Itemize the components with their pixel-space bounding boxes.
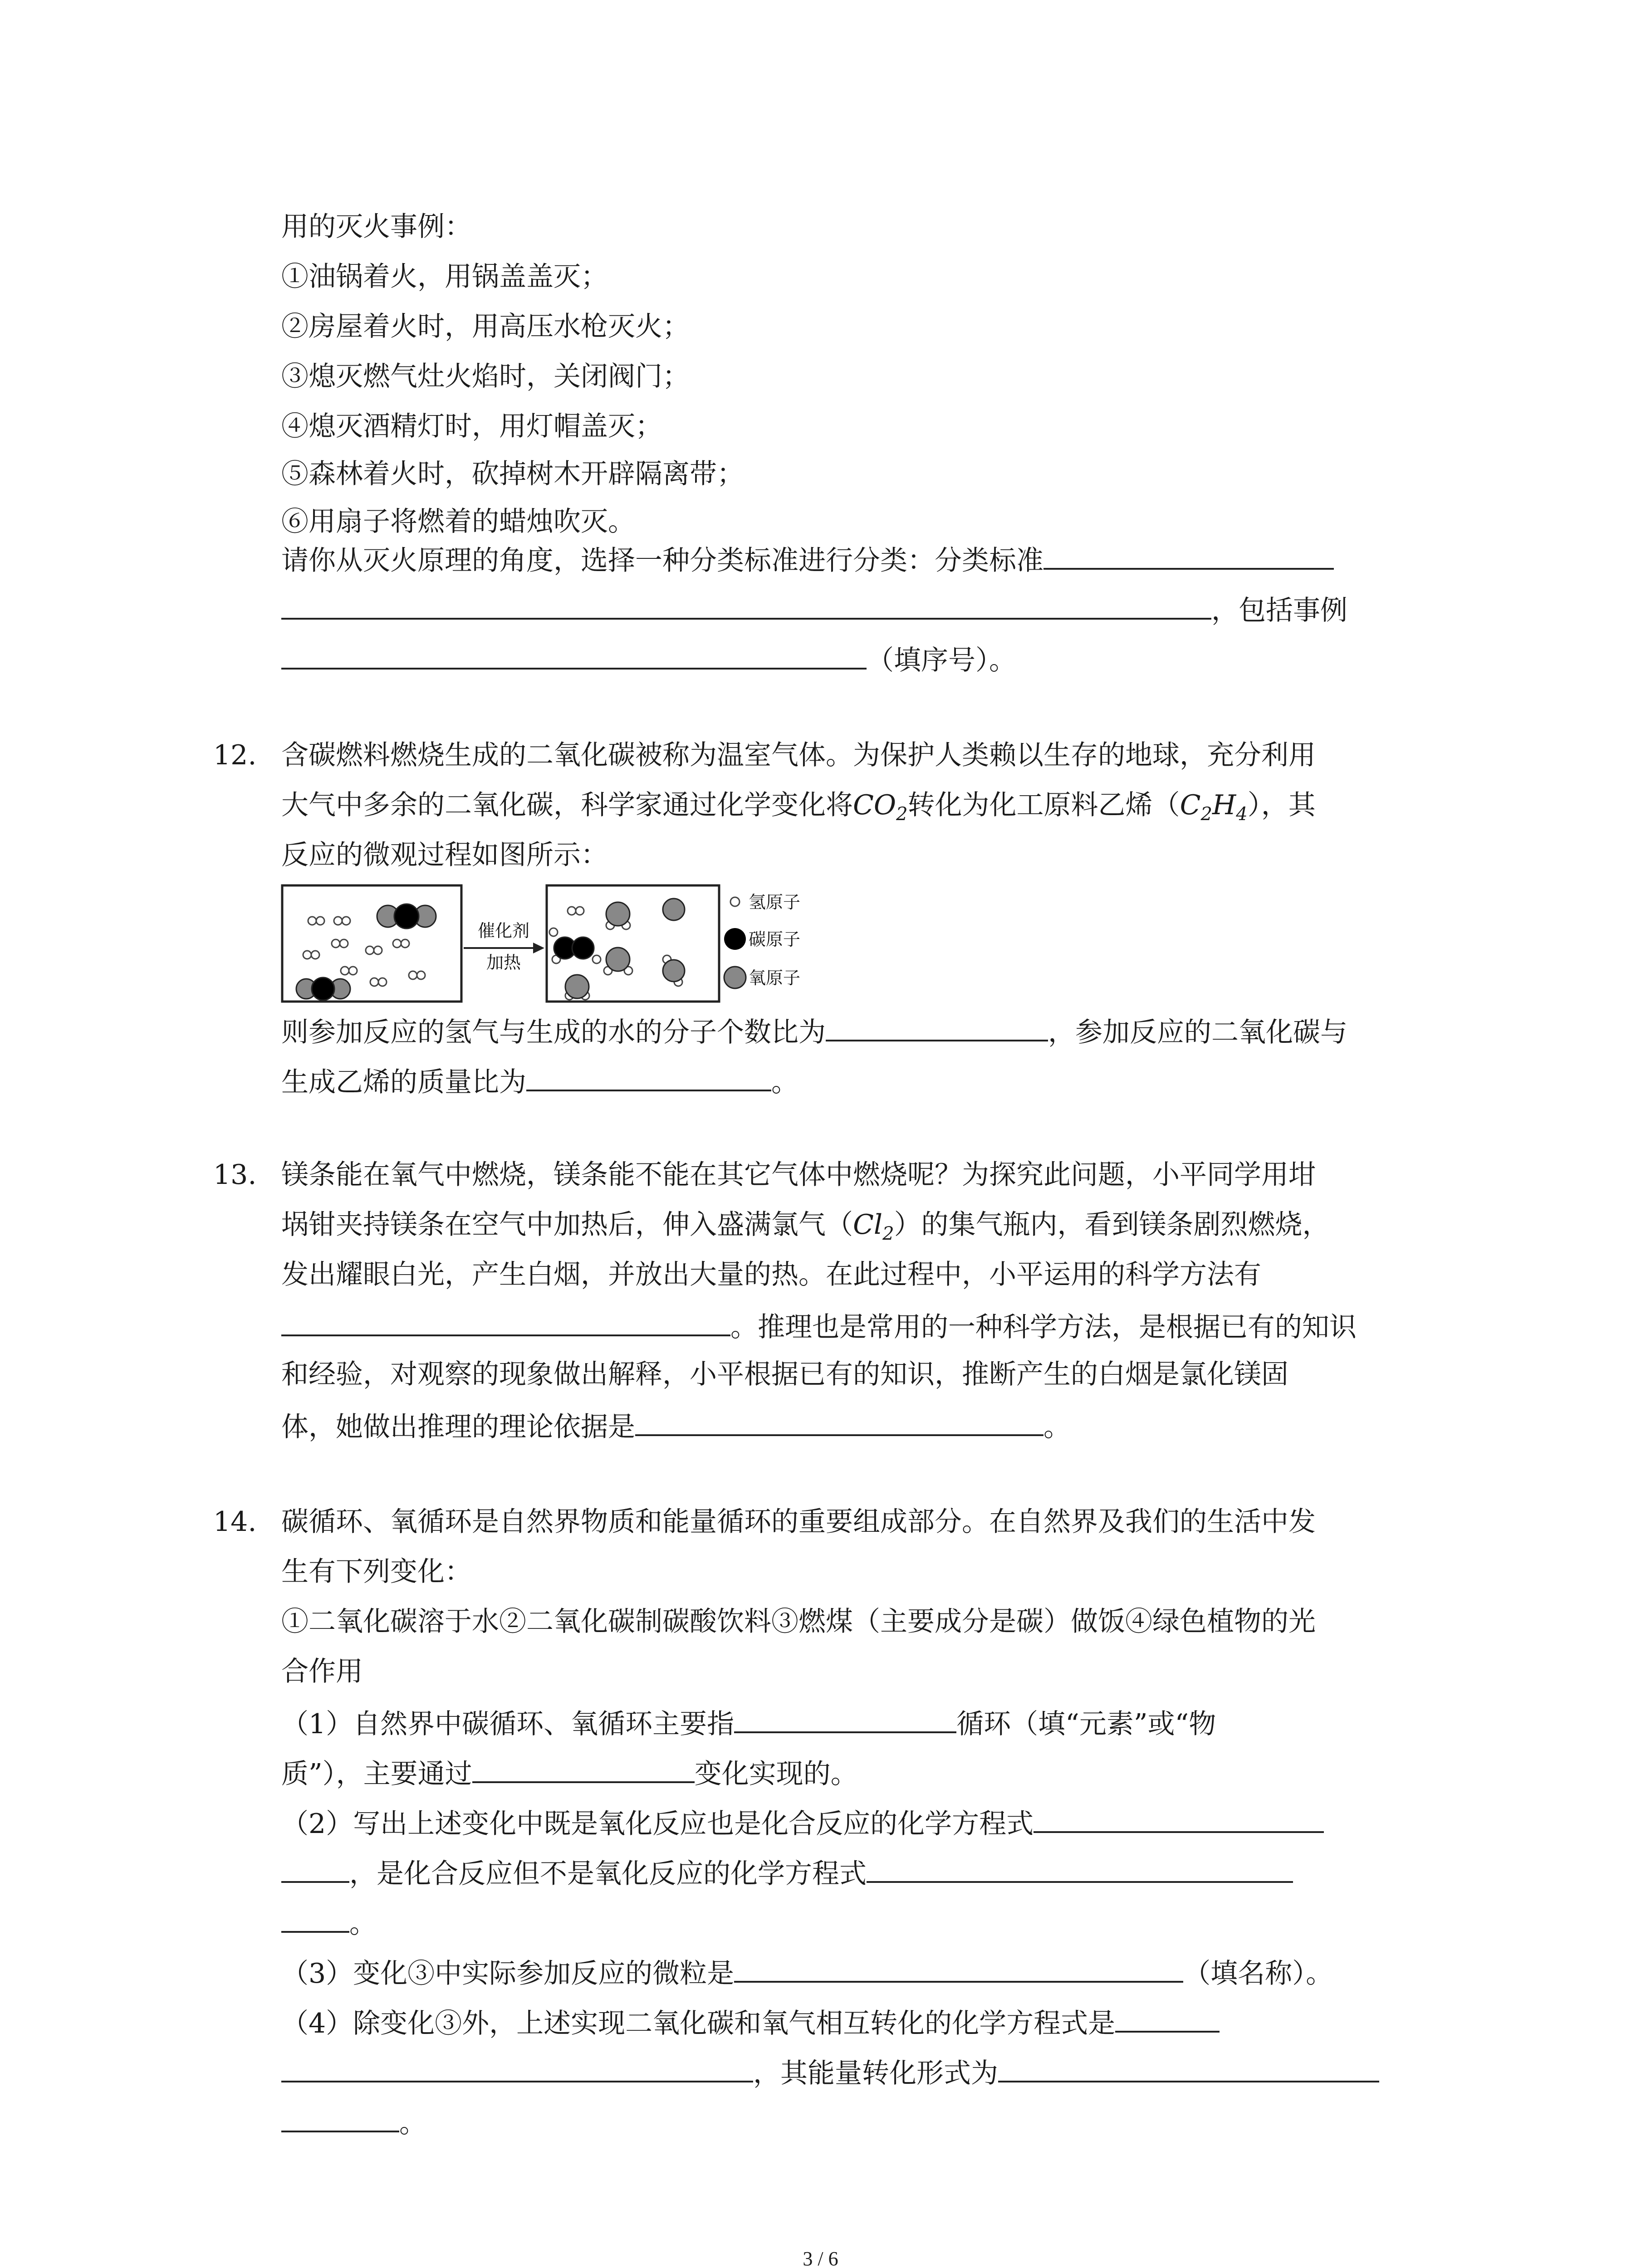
q11-example-blank[interactable] xyxy=(281,640,867,670)
co2-formula: $CO_2$ xyxy=(853,789,908,825)
q11-order-line xyxy=(281,640,1016,679)
q11-ask: 请你从灭火原理的角度，选择一种分类标准进行分类：分类标准 xyxy=(281,545,1043,577)
heat-label: 加热 xyxy=(486,953,521,973)
q11-item-1: ①油锅着火，用锅盖盖灭； xyxy=(281,261,608,293)
q12-number: 12. xyxy=(213,739,257,771)
legend xyxy=(724,892,800,988)
q13-line2: 埚钳夹持镁条在空气中加热后，伸入盛满氯气$(Cl_2)$的集气瓶内，看到镁条剧烈燃烧， xyxy=(281,1209,1330,1244)
q11-include: ，包括事例 xyxy=(1211,595,1347,626)
catalyst-label: 催化剂 xyxy=(477,921,530,941)
q11-item-6: ⑥用扇子将燃着的蜡烛吹灭。 xyxy=(281,506,635,538)
q14-change-blank[interactable] xyxy=(472,1753,695,1783)
q12-ask3: 生成乙烯的质量比为 xyxy=(281,1066,526,1098)
q12-mass-ratio-blank[interactable] xyxy=(526,1061,771,1091)
q11-item-2: ②房屋着火时，用高压水枪灭火； xyxy=(281,311,690,342)
q14-part2-line3: 。 xyxy=(281,1903,377,1942)
q14-part2-line1: （2）写出上述变化中既是氧化反应也是化合反应的化学方程式 xyxy=(281,1803,1324,1842)
q12-line2 xyxy=(281,787,1316,823)
q13-line5: 和经验，对观察的现象做出解释，小平根据已有的知识，推断产生的白烟是氯化镁固 xyxy=(281,1359,1288,1390)
q12-ask-line2: 生成乙烯的质量比为 。 xyxy=(281,1061,798,1100)
q11-item-3: ③熄灭燃气灶火焰时，关闭阀门； xyxy=(281,361,690,392)
c2h4-formula: $C_2H_4$ xyxy=(1180,789,1248,825)
q13-basis-blank[interactable] xyxy=(635,1406,1043,1436)
q14-equation3-blank-a[interactable] xyxy=(1115,2003,1220,2033)
q14-equation2-blank-a[interactable] xyxy=(867,1853,1293,1883)
cl2-formula: $Cl_2$ xyxy=(853,1209,894,1244)
q14-part1-line2: 质”），主要通过 变化实现的。 xyxy=(281,1753,858,1792)
q14-part4-line1: （4）除变化③外，上述实现二氧化碳和氧气相互转化的化学方程式是 xyxy=(281,2003,1220,2042)
legend-hydrogen: 氢原子 xyxy=(749,892,801,912)
q14-energy-blank-b[interactable] xyxy=(281,2102,399,2132)
q14-line4: 合作用 xyxy=(281,1656,363,1687)
hydrogen-legend-icon xyxy=(730,897,740,906)
q12-ask-line1 xyxy=(281,1012,1347,1051)
q14-equation1-blank-a[interactable] xyxy=(1034,1803,1324,1833)
q14-equation3-blank-b[interactable] xyxy=(281,2053,753,2082)
q11-standard-blank-2[interactable] xyxy=(281,590,1211,620)
q14-part4-line3: 。 xyxy=(281,2102,426,2141)
q14-part3-line: （3）变化③中实际参加反应的微粒是 （填名称）。 xyxy=(281,1953,1333,1992)
q13-line1: 镁条能在氧气中燃烧，镁条能不能在其它气体中燃烧呢？为探究此问题，小平同学用坩 xyxy=(281,1159,1316,1191)
q11-item-5: ⑤森林着火时，砍掉树木开辟隔离带； xyxy=(281,458,744,490)
reaction-micro-diagram xyxy=(281,885,801,1007)
q12-line3: 反应的微观过程如图所示： xyxy=(281,839,608,871)
q14-part4-line2: ，其能量转化形式为 xyxy=(281,2053,1379,2092)
q12-ratio-blank[interactable] xyxy=(826,1012,1048,1041)
q12-ask2: ，参加反应的二氧化碳与 xyxy=(1048,1017,1347,1048)
q12-line2-a: 大气中多余的二氧化碳，科学家通过化学变化将 xyxy=(281,789,853,821)
legend-carbon: 碳原子 xyxy=(749,929,801,949)
q14-cycle-blank[interactable] xyxy=(734,1703,956,1733)
q11-standard-blank-1[interactable] xyxy=(1043,540,1334,570)
q11-item-4: ④熄灭酒精灯时，用灯帽盖灭； xyxy=(281,411,662,442)
q13-line3: 发出耀眼白光，产生白烟，并放出大量的热。在此过程中，小平运用的科学方法有 xyxy=(281,1259,1261,1290)
q14-part1-line1: （1）自然界中碳循环、氧循环主要指 循环（填“元素”或“物 xyxy=(281,1703,1216,1742)
q12-ask1: 则参加反应的氢气与生成的水的分子个数比为 xyxy=(281,1017,826,1048)
q13-line4: 。推理也是常用的一种科学方法，是根据已有的知识 xyxy=(281,1306,1357,1345)
q11-intro: 用的灭火事例： xyxy=(281,211,472,243)
q13-number: 13. xyxy=(213,1159,257,1191)
q14-equation1-blank-b[interactable] xyxy=(281,1853,349,1883)
q14-line3: ①二氧化碳溶于水②二氧化碳制碳酸饮料③燃煤（主要成分是碳）做饭④绿色植物的光 xyxy=(281,1606,1316,1637)
q13-method-blank[interactable] xyxy=(281,1306,730,1336)
q14-line2: 生有下列变化： xyxy=(281,1556,472,1588)
q14-equation2-blank-b[interactable] xyxy=(281,1903,349,1933)
oxygen-legend-icon xyxy=(724,967,746,988)
q14-line1: 碳循环、氧循环是自然界物质和能量循环的重要组成部分。在自然界及我们的生活中发 xyxy=(281,1506,1316,1538)
q13-line6: 体，她做出推理的理论依据是 。 xyxy=(281,1406,1071,1445)
q12-line1: 含碳燃料燃烧生成的二氧化碳被称为温室气体。为保护人类赖以生存的地球，充分利用 xyxy=(281,739,1316,771)
q11-ask-line xyxy=(281,540,1334,579)
q12-line2-c: ），其 xyxy=(1247,789,1316,821)
q12-line2-b: 转化为化工原料乙烯（ xyxy=(907,789,1180,821)
q14-number: 14. xyxy=(213,1506,257,1538)
q11-fill-order: （填序号）。 xyxy=(867,645,1016,676)
legend-oxygen: 氧原子 xyxy=(749,968,801,988)
q14-energy-blank-a[interactable] xyxy=(998,2053,1379,2082)
q11-include-line xyxy=(281,590,1347,629)
carbon-legend-icon xyxy=(724,928,746,950)
page-number: 3 / 6 xyxy=(803,2248,838,2268)
q14-part2-line2: ，是化合反应但不是氧化反应的化学方程式 xyxy=(281,1853,1293,1892)
q14-particle-blank[interactable] xyxy=(734,1953,1183,1983)
